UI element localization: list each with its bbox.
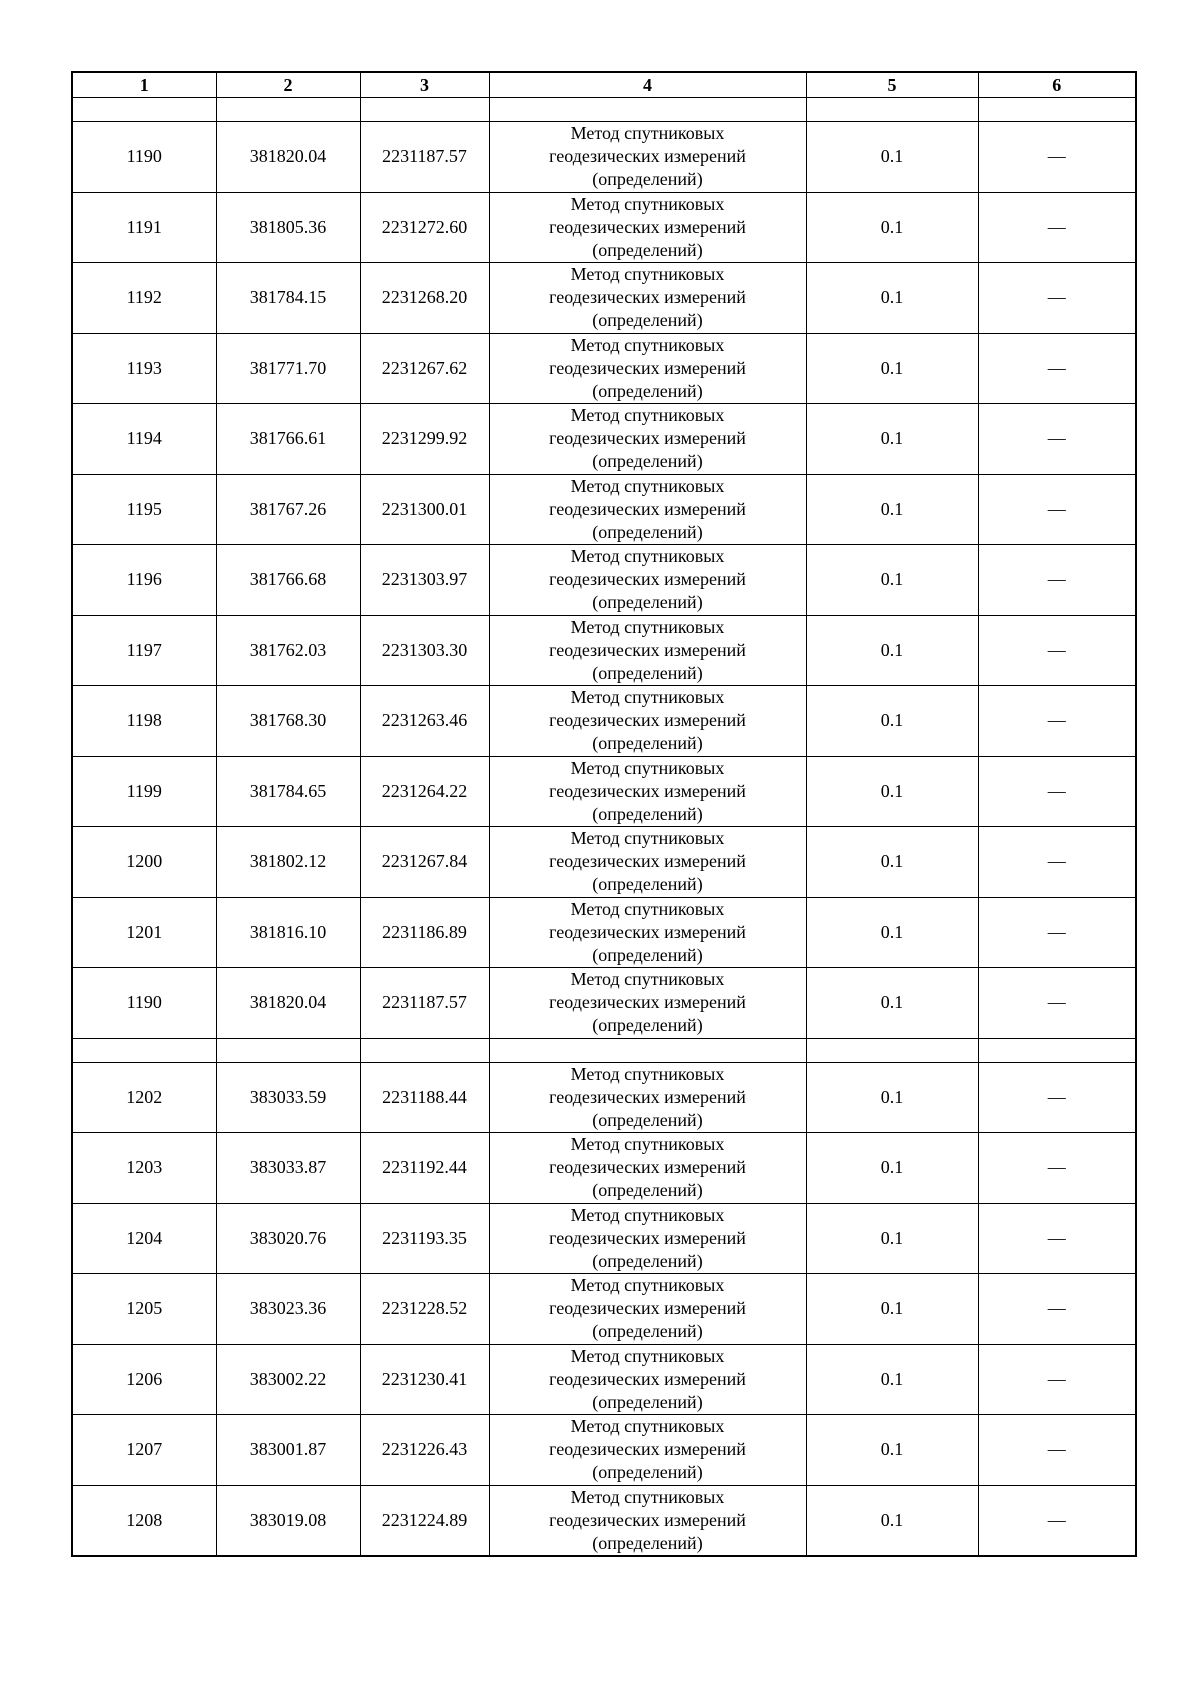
- coord-y-cell: 2231192.44: [360, 1133, 489, 1204]
- table-header: [72, 72, 1136, 98]
- coord-x-cell: 383020.76: [216, 1203, 360, 1274]
- coord-x-cell: 381784.65: [216, 756, 360, 827]
- table-row: [72, 1274, 1136, 1345]
- coord-y-cell: 2231224.89: [360, 1485, 489, 1556]
- point-number-cell: 1192: [72, 263, 216, 334]
- point-number-cell: 1193: [72, 333, 216, 404]
- accuracy-cell: 0.1: [806, 263, 978, 334]
- accuracy-cell: 0.1: [806, 1203, 978, 1274]
- empty-cell: [489, 98, 806, 122]
- coord-x-cell: 381762.03: [216, 615, 360, 686]
- dash-cell: —: [978, 1415, 1136, 1486]
- coord-x-cell: 381766.61: [216, 404, 360, 475]
- coord-x-cell: 381802.12: [216, 827, 360, 898]
- table-row: [72, 545, 1136, 616]
- coord-y-cell: 2231186.89: [360, 897, 489, 968]
- point-number-cell: 1207: [72, 1415, 216, 1486]
- coord-y-cell: 2231230.41: [360, 1344, 489, 1415]
- dash-cell: —: [978, 1062, 1136, 1133]
- coord-x-cell: 383023.36: [216, 1274, 360, 1345]
- dash-cell: —: [978, 827, 1136, 898]
- coord-x-cell: 381766.68: [216, 545, 360, 616]
- method-cell: Метод спутниковых геодезических измерений (определений): [489, 333, 806, 404]
- point-number-cell: 1194: [72, 404, 216, 475]
- point-number-cell: 1199: [72, 756, 216, 827]
- point-number-cell: 1198: [72, 686, 216, 757]
- method-cell: Метод спутниковых геодезических измерений (определений): [489, 827, 806, 898]
- coord-y-cell: 2231187.57: [360, 968, 489, 1039]
- coord-y-cell: 2231187.57: [360, 122, 489, 193]
- table-row: [72, 686, 1136, 757]
- point-number-cell: 1191: [72, 192, 216, 263]
- accuracy-cell: 0.1: [806, 686, 978, 757]
- method-cell: Метод спутниковых геодезических измерений (определений): [489, 1062, 806, 1133]
- empty-cell: [72, 1038, 216, 1062]
- empty-cell: [806, 1038, 978, 1062]
- method-cell: Метод спутниковых геодезических измерений (определений): [489, 686, 806, 757]
- dash-cell: —: [978, 263, 1136, 334]
- coord-x-cell: 381767.26: [216, 474, 360, 545]
- method-cell: Метод спутниковых геодезических измерений (определений): [489, 122, 806, 193]
- accuracy-cell: 0.1: [806, 756, 978, 827]
- table-row: [72, 756, 1136, 827]
- dash-cell: —: [978, 1133, 1136, 1204]
- coord-x-cell: 381820.04: [216, 968, 360, 1039]
- coord-y-cell: 2231263.46: [360, 686, 489, 757]
- table-body: [72, 98, 1136, 1557]
- coord-y-cell: 2231299.92: [360, 404, 489, 475]
- coord-y-cell: 2231303.30: [360, 615, 489, 686]
- point-number-cell: 1203: [72, 1133, 216, 1204]
- header-col-2: 2: [216, 72, 360, 98]
- table-row: [72, 615, 1136, 686]
- method-cell: Метод спутниковых геодезических измерений (определений): [489, 897, 806, 968]
- coord-y-cell: 2231226.43: [360, 1415, 489, 1486]
- coord-y-cell: 2231300.01: [360, 474, 489, 545]
- table-row: [72, 1203, 1136, 1274]
- coord-x-cell: 381805.36: [216, 192, 360, 263]
- header-col-5: 5: [806, 72, 978, 98]
- accuracy-cell: 0.1: [806, 1062, 978, 1133]
- coord-x-cell: 383033.87: [216, 1133, 360, 1204]
- coord-y-cell: 2231228.52: [360, 1274, 489, 1345]
- table-row: [72, 1133, 1136, 1204]
- table-row: [72, 827, 1136, 898]
- coord-x-cell: 383002.22: [216, 1344, 360, 1415]
- method-cell: Метод спутниковых геодезических измерений (определений): [489, 1485, 806, 1556]
- method-cell: Метод спутниковых геодезических измерений (определений): [489, 263, 806, 334]
- dash-cell: —: [978, 756, 1136, 827]
- method-cell: Метод спутниковых геодезических измерений (определений): [489, 756, 806, 827]
- coord-x-cell: 383001.87: [216, 1415, 360, 1486]
- dash-cell: —: [978, 1485, 1136, 1556]
- accuracy-cell: 0.1: [806, 1344, 978, 1415]
- coord-y-cell: 2231268.20: [360, 263, 489, 334]
- header-col-6: 6: [978, 72, 1136, 98]
- point-number-cell: 1201: [72, 897, 216, 968]
- dash-cell: —: [978, 404, 1136, 475]
- accuracy-cell: 0.1: [806, 1415, 978, 1486]
- dash-cell: —: [978, 122, 1136, 193]
- method-cell: Метод спутниковых геодезических измерений (определений): [489, 968, 806, 1039]
- dash-cell: —: [978, 474, 1136, 545]
- point-number-cell: 1208: [72, 1485, 216, 1556]
- point-number-cell: 1204: [72, 1203, 216, 1274]
- coord-y-cell: 2231188.44: [360, 1062, 489, 1133]
- accuracy-cell: 0.1: [806, 615, 978, 686]
- empty-cell: [978, 1038, 1136, 1062]
- coordinates-table: [71, 71, 1137, 1557]
- table-row: [72, 1415, 1136, 1486]
- method-cell: Метод спутниковых геодезических измерений (определений): [489, 545, 806, 616]
- accuracy-cell: 0.1: [806, 192, 978, 263]
- accuracy-cell: 0.1: [806, 1133, 978, 1204]
- table-row: [72, 1062, 1136, 1133]
- coord-x-cell: 381816.10: [216, 897, 360, 968]
- accuracy-cell: 0.1: [806, 968, 978, 1039]
- empty-cell: [216, 98, 360, 122]
- point-number-cell: 1190: [72, 968, 216, 1039]
- point-number-cell: 1197: [72, 615, 216, 686]
- coord-y-cell: 2231267.62: [360, 333, 489, 404]
- accuracy-cell: 0.1: [806, 474, 978, 545]
- header-col-1: 1: [72, 72, 216, 98]
- accuracy-cell: 0.1: [806, 827, 978, 898]
- coord-x-cell: 381771.70: [216, 333, 360, 404]
- point-number-cell: 1205: [72, 1274, 216, 1345]
- method-cell: Метод спутниковых геодезических измерений (определений): [489, 474, 806, 545]
- coord-y-cell: 2231272.60: [360, 192, 489, 263]
- table-row: [72, 404, 1136, 475]
- method-cell: Метод спутниковых геодезических измерений (определений): [489, 615, 806, 686]
- table-row: [72, 333, 1136, 404]
- accuracy-cell: 0.1: [806, 545, 978, 616]
- method-cell: Метод спутниковых геодезических измерений (определений): [489, 1203, 806, 1274]
- empty-cell: [489, 1038, 806, 1062]
- accuracy-cell: 0.1: [806, 1274, 978, 1345]
- point-number-cell: 1200: [72, 827, 216, 898]
- accuracy-cell: 0.1: [806, 333, 978, 404]
- coord-x-cell: 381768.30: [216, 686, 360, 757]
- point-number-cell: 1196: [72, 545, 216, 616]
- header-col-3: 3: [360, 72, 489, 98]
- empty-cell: [72, 98, 216, 122]
- coord-x-cell: 383033.59: [216, 1062, 360, 1133]
- coord-x-cell: 381784.15: [216, 263, 360, 334]
- empty-cell: [360, 98, 489, 122]
- dash-cell: —: [978, 897, 1136, 968]
- coord-y-cell: 2231264.22: [360, 756, 489, 827]
- dash-cell: —: [978, 1344, 1136, 1415]
- accuracy-cell: 0.1: [806, 1485, 978, 1556]
- coord-y-cell: 2231303.97: [360, 545, 489, 616]
- dash-cell: —: [978, 686, 1136, 757]
- coord-x-cell: 383019.08: [216, 1485, 360, 1556]
- empty-cell: [216, 1038, 360, 1062]
- point-number-cell: 1190: [72, 122, 216, 193]
- method-cell: Метод спутниковых геодезических измерений (определений): [489, 404, 806, 475]
- table-spacer-row: [72, 1038, 1136, 1062]
- empty-cell: [978, 98, 1136, 122]
- dash-cell: —: [978, 1203, 1136, 1274]
- coord-x-cell: 381820.04: [216, 122, 360, 193]
- dash-cell: —: [978, 615, 1136, 686]
- header-col-4: 4: [489, 72, 806, 98]
- table-row: [72, 1344, 1136, 1415]
- header-row: [72, 72, 1136, 98]
- coord-y-cell: 2231193.35: [360, 1203, 489, 1274]
- dash-cell: —: [978, 545, 1136, 616]
- table-spacer-row: [72, 98, 1136, 122]
- method-cell: Метод спутниковых геодезических измерений (определений): [489, 192, 806, 263]
- point-number-cell: 1195: [72, 474, 216, 545]
- method-cell: Метод спутниковых геодезических измерений (определений): [489, 1415, 806, 1486]
- dash-cell: —: [978, 333, 1136, 404]
- table-row: [72, 122, 1136, 193]
- accuracy-cell: 0.1: [806, 897, 978, 968]
- table-row: [72, 474, 1136, 545]
- empty-cell: [360, 1038, 489, 1062]
- dash-cell: —: [978, 1274, 1136, 1345]
- accuracy-cell: 0.1: [806, 404, 978, 475]
- empty-cell: [806, 98, 978, 122]
- table-row: [72, 968, 1136, 1039]
- method-cell: Метод спутниковых геодезических измерений (определений): [489, 1274, 806, 1345]
- dash-cell: —: [978, 192, 1136, 263]
- method-cell: Метод спутниковых геодезических измерений (определений): [489, 1133, 806, 1204]
- point-number-cell: 1202: [72, 1062, 216, 1133]
- accuracy-cell: 0.1: [806, 122, 978, 193]
- table-row: [72, 1485, 1136, 1556]
- table-row: [72, 263, 1136, 334]
- table-row: [72, 897, 1136, 968]
- coord-y-cell: 2231267.84: [360, 827, 489, 898]
- method-cell: Метод спутниковых геодезических измерений (определений): [489, 1344, 806, 1415]
- table-row: [72, 192, 1136, 263]
- point-number-cell: 1206: [72, 1344, 216, 1415]
- dash-cell: —: [978, 968, 1136, 1039]
